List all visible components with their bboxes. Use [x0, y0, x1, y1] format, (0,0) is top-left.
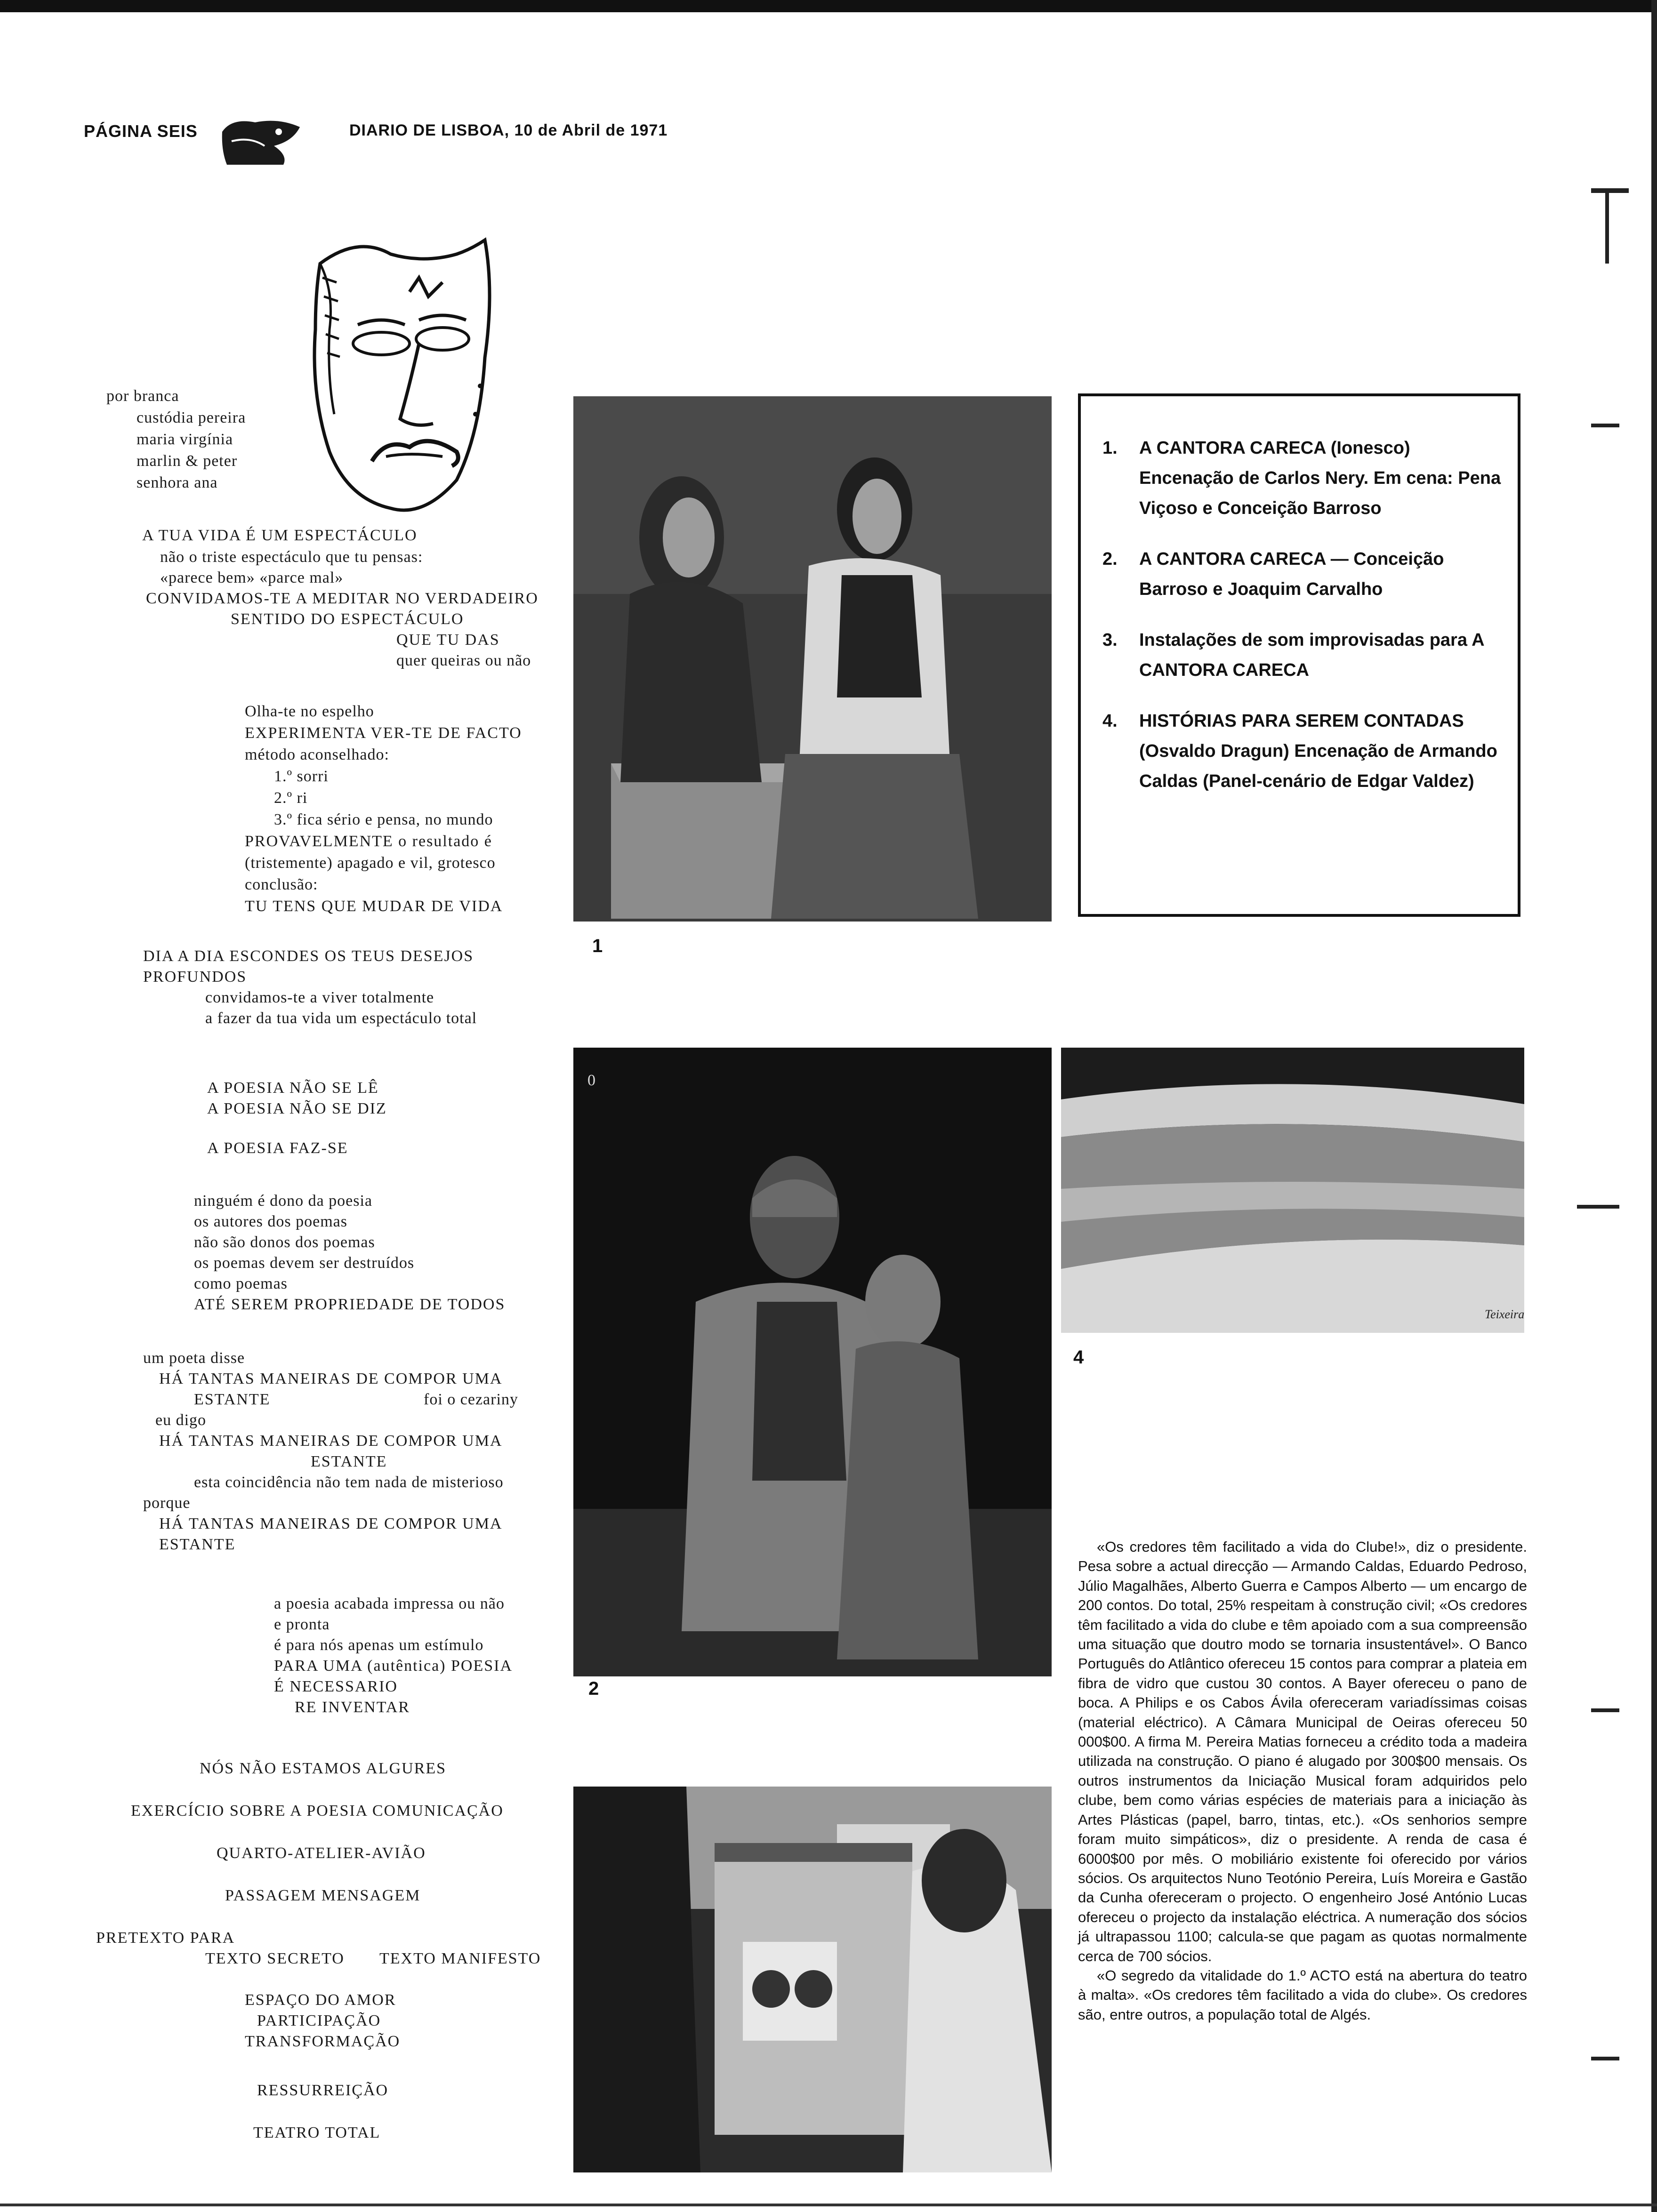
- poem-line: TEXTO MANIFESTO: [379, 1950, 541, 1967]
- captions-box: [1078, 393, 1520, 917]
- photo-4-auditorium-audience: [1061, 1048, 1524, 1333]
- caption-text: Instalações de som improvisadas para A CANTORA CARECA: [1139, 630, 1484, 680]
- poem-line: 2.º ri: [274, 789, 308, 807]
- photo-2-corner-mark: 0: [587, 1072, 595, 1089]
- poem-line: A POESIA NÃO SE DIZ: [207, 1100, 387, 1117]
- caption-number: 3.: [1102, 630, 1118, 650]
- photo-2-actors-coats: [573, 1048, 1052, 1676]
- poem-line: convidamos-te a viver totalmente: [205, 989, 434, 1006]
- poem-line: a fazer da tua vida um espectáculo total: [205, 1010, 477, 1027]
- caption-item-1: [1102, 433, 1504, 523]
- caption-number: 2.: [1102, 549, 1118, 569]
- poem-line: PRETEXTO PARA: [96, 1929, 235, 1947]
- margin-mark: [1591, 2057, 1619, 2060]
- photo-1-caption-number: 1: [592, 936, 603, 956]
- photo-2-caption-number: 2: [588, 1678, 599, 1699]
- byline-line: maria virgínia: [137, 431, 233, 448]
- poem-line: RESSURREIÇÃO: [257, 2082, 389, 2099]
- poem-line: A POESIA NÃO SE LÊ: [207, 1079, 379, 1097]
- poem-line: a poesia acabada impressa ou não: [274, 1595, 505, 1612]
- header-logo: [217, 113, 307, 169]
- poem-line: NÓS NÃO ESTAMOS ALGURES: [200, 1760, 447, 1777]
- photo-1-actors-seated: [573, 396, 1052, 922]
- poem-line: HÁ TANTAS MANEIRAS DE COMPOR UMA: [159, 1370, 503, 1387]
- poem-line: não o triste espectáculo que tu pensas:: [160, 548, 423, 566]
- poem-line: ESPAÇO DO AMOR: [245, 1991, 396, 2009]
- poem-line: A POESIA FAZ-SE: [207, 1139, 348, 1157]
- poem-line: quer queiras ou não: [396, 652, 531, 669]
- margin-mark: [1591, 1708, 1619, 1712]
- poem-line: e pronta: [274, 1616, 330, 1633]
- poem-line: QUE TU DAS: [396, 631, 500, 649]
- poem-line: HÁ TANTAS MANEIRAS DE COMPOR UMA: [159, 1515, 503, 1532]
- caption-number: 1.: [1102, 438, 1118, 458]
- poem-line: não são donos dos poemas: [194, 1234, 375, 1251]
- poem-line: (tristemente) apagado e vil, grotesco: [245, 854, 496, 872]
- caption-item-2: [1102, 544, 1504, 604]
- mask-drawing: [301, 235, 546, 518]
- poem-line: é para nós apenas um estímulo: [274, 1636, 484, 1654]
- poem-line: PROFUNDOS: [143, 968, 247, 986]
- poem-line: ESTANTE: [159, 1536, 236, 1553]
- margin-mark: [1591, 188, 1629, 193]
- caption-text: HISTÓRIAS PARA SEREM CONTADAS (Osvaldo Dragun) Encenação de Armando Caldas (Panel-cenário de Edgar Valdez): [1139, 711, 1497, 791]
- poem-line: CONVIDAMOS-TE A MEDITAR NO VERDADEIRO: [146, 590, 539, 607]
- poem-line: QUARTO-ATELIER-AVIÃO: [217, 1844, 426, 1862]
- margin-mark: [1577, 1205, 1619, 1209]
- caption-text: A CANTORA CARECA — Conceição Barroso e Joaquim Carvalho: [1139, 549, 1444, 599]
- poem-line: SENTIDO DO ESPECTÁCULO: [231, 610, 464, 628]
- byline-line: por branca: [106, 387, 179, 405]
- poem-line: um poeta disse: [143, 1349, 245, 1367]
- poem-line: os autores dos poemas: [194, 1213, 348, 1230]
- poem-line: É NECESSARIO: [274, 1678, 398, 1695]
- poem-line: foi o cezariny: [424, 1391, 518, 1408]
- poem-line: ninguém é dono da poesia: [194, 1192, 373, 1210]
- byline-line: custódia pereira: [137, 409, 246, 426]
- poem-line: TEATRO TOTAL: [253, 2124, 381, 2141]
- poem-line: TRANSFORMAÇÃO: [245, 2033, 401, 2050]
- poem-line: Olha-te no espelho: [245, 703, 374, 720]
- byline-line: senhora ana: [137, 474, 218, 491]
- poem-line: conclusão:: [245, 876, 318, 893]
- poem-line: RE INVENTAR: [295, 1699, 410, 1716]
- poem-line: 3.º fica sério e pensa, no mundo: [274, 811, 493, 828]
- caption-item-3: [1102, 625, 1504, 685]
- poem-line: PARA UMA (autêntica) POESIA: [274, 1657, 513, 1675]
- article-body: [1078, 1537, 1527, 2024]
- poem-line: PROVAVELMENTE o resultado é: [245, 833, 492, 850]
- caption-number: 4.: [1102, 711, 1118, 731]
- byline-line: marlin & peter: [137, 452, 238, 470]
- margin-mark: [1591, 424, 1619, 427]
- article-paragraph: «Os credores têm facilitado a vida do Clube!», diz o presidente. Pesa sobre a actual direcção — Armando Caldas, Eduardo Pedroso, Júlio Magalhães, Alberto Guerra e Campos Alberto — um encargo de 200 contos. Do total, 25% respeitam à construção civil; «Os credores têm facilitado a vida do clube e têm apoiado com a sua compreensão uma situação que doutro modo se tornaria insustentável». O Banco Português do Atlântico ofereceu 15 contos para comprar a plateia em fibra de vidro que custou 30 contos. A Bayer ofereceu o pano de boca. A Philips e os Cabos Ávila ofereceram variadíssimas coisas (material eléctrico). A Câmara Municipal de Oeiras ofereceu 50 000$00. A firma M. Pereira Matias forneceu a crédito toda a madeira utilizada na construção. O piano é alugado por 300$00 mensais. Os outros instrumentos da Iniciação Musical foram adquiridos pelo clube, bem como várias espécies de materiais para a iniciação às Artes Plásticas (papel, barro, tintas, etc.). «Os senhorios sempre foram muito simpáticos», diz o presidente. A renda de casa é 6000$00 por mês. O mobiliário existente foi oferecido por vários sócios. Os arquitectos Nuno Teotónio Pereira, Luís Moreira e Gastão da Cunha ofereceram o projecto. O engenheiro José António Lucas ofereceu o projecto da instalação eléctrica. A numeração dos sócios já ultrapassou 1100; calcula-se que pagam as quotas normalmente cerca de 700 sócios.: [1078, 1539, 1527, 1964]
- poem-line: porque: [143, 1494, 191, 1512]
- poem-line: PASSAGEM MENSAGEM: [225, 1887, 421, 1904]
- poem-line: ATÉ SEREM PROPRIEDADE DE TODOS: [194, 1296, 506, 1313]
- poem-line: ESTANTE: [311, 1453, 387, 1470]
- right-border: [1651, 0, 1657, 2212]
- poem-line: «parece bem» «parce mal»: [160, 569, 344, 586]
- poem-line: os poemas devem ser destruídos: [194, 1254, 415, 1272]
- photo-4-caption-number: 4: [1073, 1347, 1084, 1368]
- poem-line: 1.º sorri: [274, 768, 329, 785]
- photo-3-sound-equipment: [573, 1787, 1052, 2172]
- article-paragraph: «O segredo da vitalidade do 1.º ACTO está na abertura do teatro à malta». «Os credores têm facilitado a vida do clube». Os credores são, entre outros, a população total de Algés.: [1078, 1967, 1527, 2023]
- poem-line: PARTICIPAÇÃO: [257, 2012, 381, 2029]
- bottom-border: [0, 2204, 1657, 2206]
- caption-item-4: [1102, 706, 1504, 796]
- page-label: PÁGINA SEIS: [84, 121, 198, 141]
- poem-line: como poemas: [194, 1275, 288, 1292]
- poem-line: HÁ TANTAS MANEIRAS DE COMPOR UMA: [159, 1432, 503, 1450]
- poem-line: EXPERIMENTA VER-TE DE FACTO: [245, 724, 522, 742]
- photo-4-signature: Teixeira: [1485, 1307, 1524, 1321]
- top-border: [0, 0, 1657, 12]
- poem-line: TEXTO SECRETO: [205, 1950, 345, 1967]
- poem-line: eu digo: [155, 1411, 207, 1429]
- poem-line: ESTANTE: [194, 1391, 271, 1408]
- poem-line: DIA A DIA ESCONDES OS TEUS DESEJOS: [143, 947, 474, 965]
- poem-line: EXERCÍCIO SOBRE A POESIA COMUNICAÇÃO: [131, 1802, 504, 1819]
- poem-line: esta coincidência não tem nada de misterioso: [194, 1474, 504, 1491]
- caption-text: A CANTORA CARECA (Ionesco) Encenação de Carlos Nery. Em cena: Pena Viçoso e Conceição Barroso: [1139, 438, 1501, 518]
- poem-line: TU TENS QUE MUDAR DE VIDA: [245, 898, 503, 915]
- newspaper-dateline: DIARIO DE LISBOA, 10 de Abril de 1971: [349, 121, 668, 139]
- margin-mark: [1605, 188, 1609, 264]
- poem-line: A TUA VIDA É UM ESPECTÁCULO: [142, 527, 418, 544]
- poem-line: método aconselhado:: [245, 746, 389, 763]
